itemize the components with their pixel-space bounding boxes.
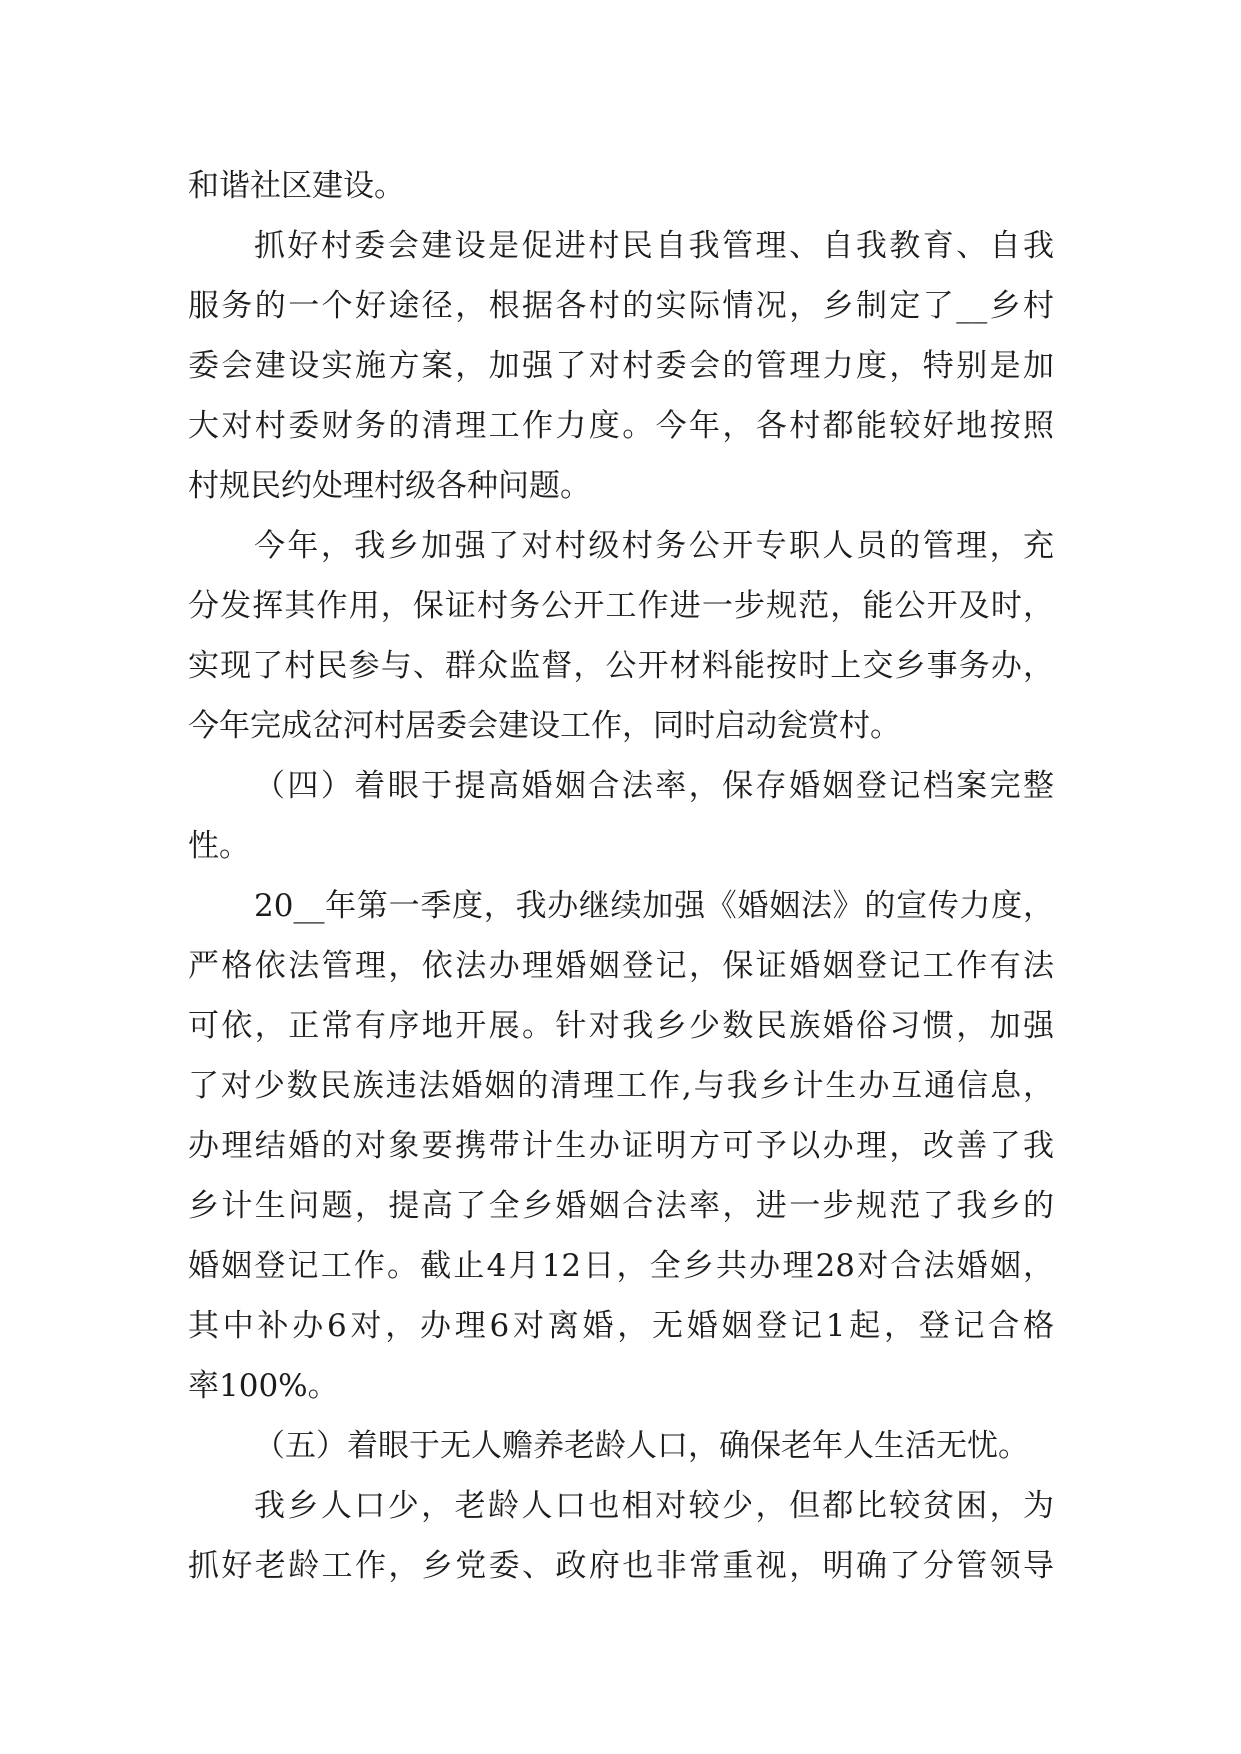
paragraph [188, 1476, 1054, 1596]
text-line: 委会建设实施方案，加强了对村委会的管理力度，特别是加 [188, 348, 1054, 384]
text-line: 实现了村民参与、群众监督，公开材料能按时上交乡事务办， [188, 648, 1054, 684]
text-line: （五）着眼于无人赡养老龄人口，确保老年人生活无忧。 [254, 1428, 1029, 1464]
text-line: 抓好老龄工作，乡党委、政府也非常重视，明确了分管领导 [188, 1548, 1054, 1584]
text-line: 和谐社区建设。 [188, 168, 405, 204]
text-line: 我乡人口少，老龄人口也相对较少，但都比较贫困，为 [254, 1488, 1054, 1524]
text-line: （四）着眼于提高婚姻合法率，保存婚姻登记档案完整 [254, 768, 1054, 804]
section-heading [188, 756, 1054, 876]
text-line: 今年，我乡加强了对村级村务公开专职人员的管理，充 [254, 528, 1054, 564]
paragraph [188, 516, 1054, 756]
text-line: 20__年第一季度，我办继续加强《婚姻法》的宣传力度， [254, 888, 1054, 924]
paragraph [188, 216, 1054, 516]
text-line: 村规民约处理村级各种问题。 [188, 468, 591, 504]
text-line: 今年完成岔河村居委会建设工作，同时启动瓮赏村。 [188, 708, 901, 744]
document-body [188, 156, 1054, 1596]
text-line: 婚姻登记工作。截止4月12日，全乡共办理28对合法婚姻， [188, 1248, 1054, 1284]
paragraph [188, 156, 1054, 216]
text-line: 严格依法管理，依法办理婚姻登记，保证婚姻登记工作有法 [188, 948, 1054, 984]
section-heading [188, 1416, 1054, 1476]
text-line: 大对村委财务的清理工作力度。今年，各村都能较好地按照 [188, 408, 1054, 444]
paragraph [188, 876, 1054, 1416]
text-line: 其中补办6对，办理6对离婚，无婚姻登记1起，登记合格 [188, 1308, 1054, 1344]
text-line: 服务的一个好途径，根据各村的实际情况，乡制定了__乡村 [188, 288, 1054, 324]
text-line: 抓好村委会建设是促进村民自我管理、自我教育、自我 [254, 228, 1054, 264]
text-line: 率100%。 [188, 1368, 339, 1404]
text-line: 分发挥其作用，保证村务公开工作进一步规范，能公开及时， [188, 588, 1054, 624]
text-line: 性。 [188, 828, 250, 864]
text-line: 可依，正常有序地开展。针对我乡少数民族婚俗习惯，加强 [188, 1008, 1054, 1044]
text-line: 了对少数民族违法婚姻的清理工作,与我乡计生办互通信息， [188, 1068, 1054, 1104]
text-line: 办理结婚的对象要携带计生办证明方可予以办理，改善了我 [188, 1128, 1054, 1164]
text-line: 乡计生问题，提高了全乡婚姻合法率，进一步规范了我乡的 [188, 1188, 1054, 1224]
